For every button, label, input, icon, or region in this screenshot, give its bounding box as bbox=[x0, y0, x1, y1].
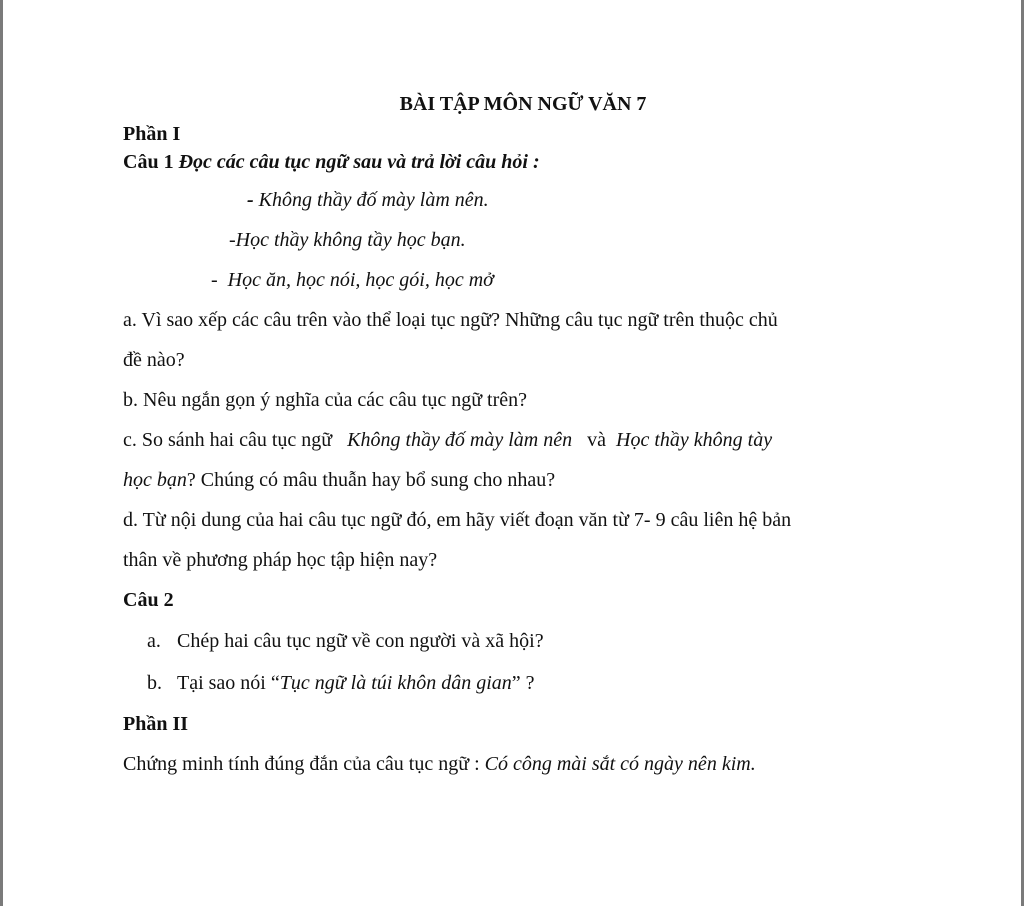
question-1c-proverb-2b: học bạn bbox=[123, 469, 187, 491]
question-1c-conj: và bbox=[587, 429, 606, 451]
question-1c-line-2 bbox=[123, 460, 913, 500]
question-1b: b. Nêu ngắn gọn ý nghĩa của các câu tục ngữ trên? bbox=[123, 389, 528, 411]
proverb-1-text: Không thầy đố mày làm nên. bbox=[258, 189, 489, 211]
question-2b-suffix: ” ? bbox=[511, 672, 535, 694]
question-1a-line-1: a. Vì sao xếp các câu trên vào thể loại tục ngữ? Những câu tục ngữ trên thuộc chủ bbox=[123, 309, 778, 331]
question-1c-prefix: c. So sánh hai câu tục ngữ bbox=[123, 429, 333, 451]
question-2b-marker: b. bbox=[147, 672, 162, 694]
question-2b bbox=[123, 662, 913, 704]
proverb-3 bbox=[123, 260, 913, 300]
part-1-heading: Phần I bbox=[123, 123, 181, 145]
part-2-task bbox=[123, 744, 913, 784]
part-2-heading: Phần II bbox=[123, 713, 189, 735]
question-2b-quote: Tục ngữ là túi khôn dân gian bbox=[279, 672, 512, 694]
document-title: BÀI TẬP MÔN NGỮ VĂN 7 bbox=[399, 93, 647, 115]
question-1c-proverb-2a: Học thầy không tày bbox=[616, 429, 773, 451]
part-2-proverb: Có công mài sắt có ngày nên kim. bbox=[484, 753, 756, 775]
question-2a-marker: a. bbox=[147, 630, 161, 652]
proverb-3-dash: - bbox=[211, 269, 218, 291]
question-1-label: Câu 1 bbox=[123, 151, 174, 173]
question-1-prompt: Đọc các câu tục ngữ sau và trả lời câu hỏi : bbox=[178, 151, 540, 173]
question-2a bbox=[123, 620, 913, 662]
proverb-1-dash: - bbox=[247, 189, 254, 211]
question-2a-text: Chép hai câu tục ngữ về con người và xã hội? bbox=[177, 630, 544, 652]
question-1c-proverb-1: Không thầy đố mày làm nên bbox=[347, 429, 573, 451]
question-1a-line-2: đề nào? bbox=[123, 349, 185, 371]
question-1c-suffix: ? Chúng có mâu thuẫn hay bổ sung cho nhau? bbox=[186, 469, 556, 491]
proverb-3-text: Học ăn, học nói, học gói, học mở bbox=[227, 269, 494, 291]
question-1d-line-2: thân về phương pháp học tập hiện nay? bbox=[123, 549, 438, 571]
question-2b-prefix: Tại sao nói “ bbox=[177, 672, 280, 694]
question-1c-line-1 bbox=[123, 420, 913, 460]
question-1-heading bbox=[123, 148, 913, 176]
question-2-heading: Câu 2 bbox=[123, 589, 174, 611]
document-content bbox=[123, 88, 913, 784]
proverb-2-dash: - bbox=[229, 229, 236, 251]
proverb-2 bbox=[123, 220, 913, 260]
proverb-2-text: Học thầy không tầy học bạn. bbox=[235, 229, 466, 251]
part-2-prefix: Chứng minh tính đúng đắn của câu tục ngữ : bbox=[123, 753, 485, 775]
proverb-1 bbox=[123, 180, 913, 220]
question-1d-line-1: d. Từ nội dung của hai câu tục ngữ đó, em hãy viết đoạn văn từ 7- 9 câu liên hệ bản bbox=[123, 509, 792, 531]
